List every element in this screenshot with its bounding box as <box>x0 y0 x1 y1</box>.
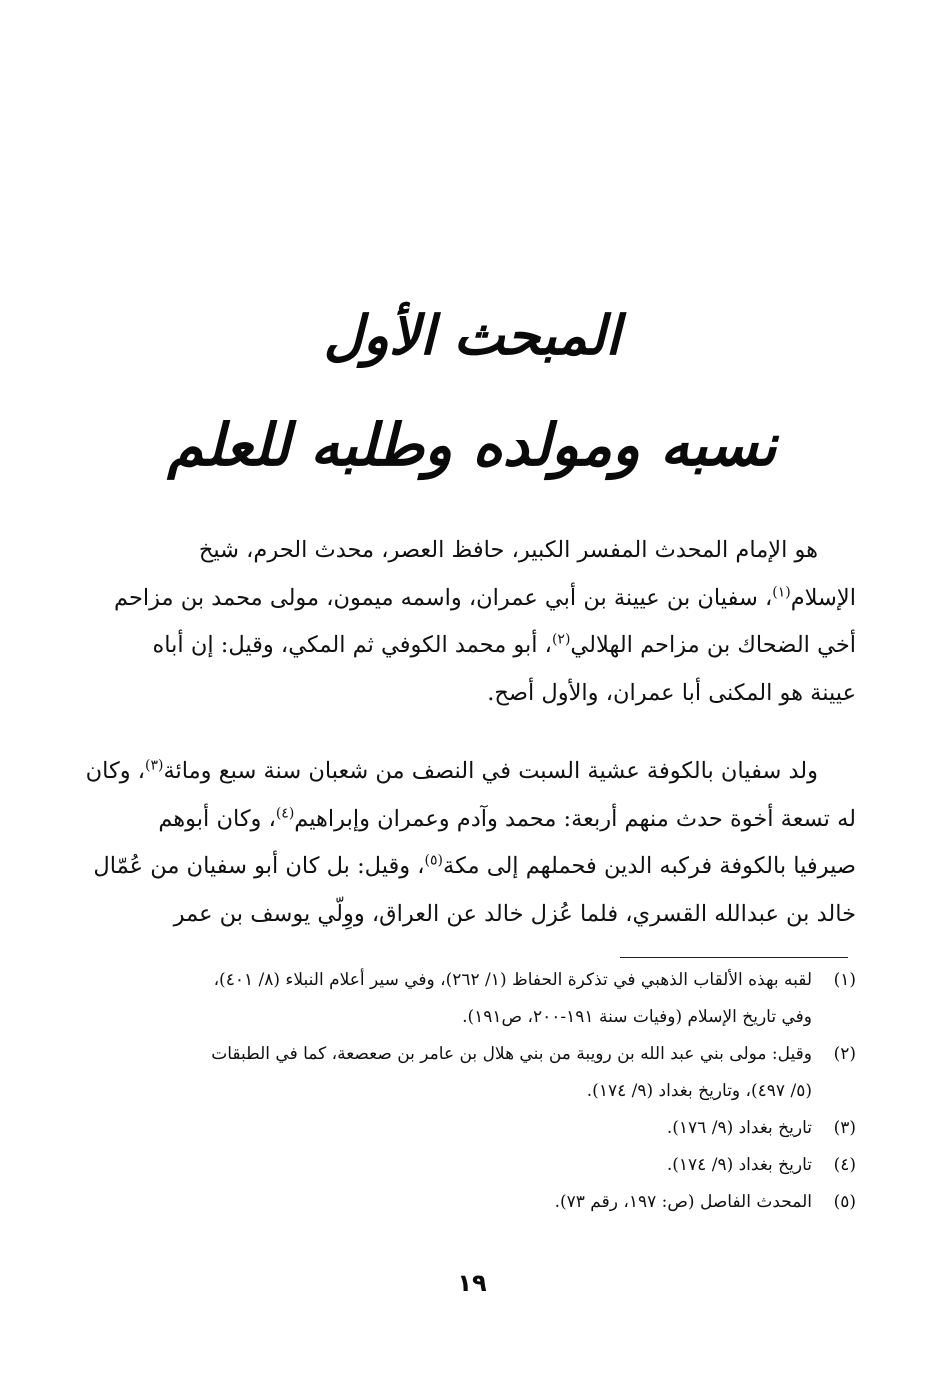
footnote-item: (٤)تاريخ بغداد (٩/ ١٧٤). <box>84 1147 856 1184</box>
footnotes <box>84 962 856 1221</box>
footnote-ref[interactable]: (٤) <box>275 805 295 821</box>
section-title: المبحث الأول <box>323 303 621 367</box>
footnote-ref[interactable]: (٢) <box>551 631 571 648</box>
paragraph-line: ولد سفيان بالكوفة عشية السبت في النصف من شعبان سنة سبع ومائة$^{(٣)}$، وكان <box>85 757 818 784</box>
paragraph-line: له تسعة أخوة حدث منهم أربعة: محمد وآدم وعمران وإبراهيم$^{(٤)}$، وكان أبوهم <box>158 805 856 832</box>
paragraph-line: الإسلام$^{(١)}$، سفيان بن عيينة بن أبي عمران، واسمه ميمون، مولى محمد بن مزاحم <box>113 584 856 611</box>
paragraph-line: صيرفيا بالكوفة فركبه الدين فحملهم إلى مكة$^{(٥)}$، وقيل: بل كان أبو سفيان من عُمّال <box>93 852 856 879</box>
footnote-number: (٣) <box>833 1118 856 1138</box>
footnote-continuation: وفي تاريخ الإسلام (وفيات سنة ١٩١-٢٠٠، ص١٩١). <box>462 1007 812 1027</box>
footnote-item: (١)لقبه بهذه الألقاب الذهبي في تذكرة الحفاظ (١/ ٢٦٢)، وفي سير أعلام النبلاء (٨/ ٤٠١)، <box>84 962 856 999</box>
footnote-ref[interactable]: (١) <box>772 584 791 600</box>
section-subtitle: نسبه ومولده وطلبه للعلم <box>167 411 777 479</box>
footnote-number: (٤) <box>833 1155 856 1175</box>
paragraph-line: خالد بن عبدالله القسري، فلما عُزل خالد عن العراق، ووِلّي يوسف بن عمر <box>173 900 856 927</box>
paragraph-line: عيينة هو المكنى أبا عمران، والأول أصح. <box>487 679 856 706</box>
footnote-ref[interactable]: (٥) <box>424 852 443 869</box>
footnote-continuation: (٥/ ٤٩٧)، وتاريخ بغداد (٩/ ١٧٤). <box>586 1081 812 1101</box>
page-number: ١٩ <box>457 1269 487 1297</box>
footnote-ref[interactable]: (٣) <box>144 757 164 774</box>
footnote-item: (٥)المحدث الفاصل (ص: ١٩٧، رقم ٧٣). <box>84 1184 856 1221</box>
footnote-number: (١) <box>833 970 856 990</box>
footnote-item: (٢)وقيل: مولى بني عبد الله بن رويبة من بني هلال بن عامر بن صعصعة، كما في الطبقات <box>84 1036 856 1073</box>
paragraph-line: هو الإمام المحدث المفسر الكبير، حافظ العصر، محدث الحرم، شيخ <box>198 537 818 563</box>
paragraph-line: أخي الضحاك بن مزاحم الهلالي$^{(٢)}$، أبو محمد الكوفي ثم المكي، وقيل: إن أباه <box>152 631 856 658</box>
paragraph-2 <box>84 748 856 938</box>
footnote-number: (٢) <box>833 1044 856 1064</box>
paragraph-1 <box>84 527 856 717</box>
footnote-item: (٣)تاريخ بغداد (٩/ ١٧٦). <box>84 1110 856 1147</box>
footnote-divider <box>620 957 848 958</box>
footnote-number: (٥) <box>833 1192 856 1212</box>
